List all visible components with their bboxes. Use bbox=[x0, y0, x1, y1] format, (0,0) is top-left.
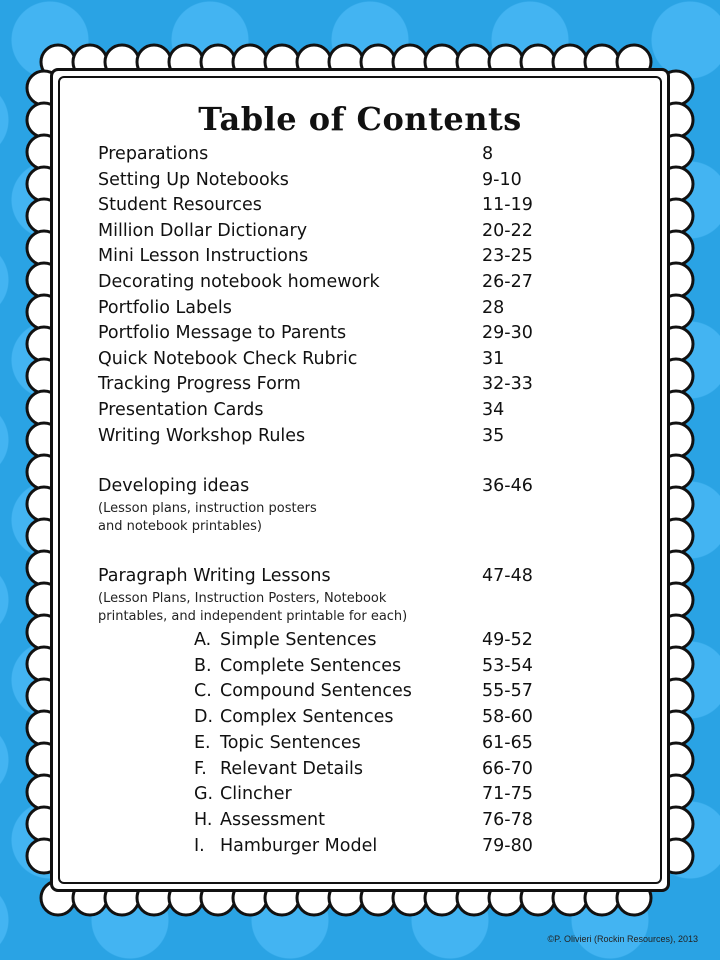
toc-entry-pages: 26-27 bbox=[482, 272, 533, 292]
toc-entry bbox=[98, 246, 568, 270]
toc-note-line: and notebook printables) bbox=[98, 519, 262, 534]
toc-entry-pages: 28 bbox=[482, 297, 505, 318]
toc-entry-label: Portfolio Message to Parents bbox=[98, 323, 347, 344]
toc-entry-pages: 9-10 bbox=[482, 169, 522, 190]
toc-subentry bbox=[98, 681, 568, 705]
toc-entry-paragraph bbox=[98, 566, 568, 590]
toc-subentry-pages: 58-60 bbox=[482, 707, 533, 728]
toc-entry-label: Writing Workshop Rules bbox=[98, 425, 306, 446]
toc-entry-pages: 11-19 bbox=[482, 195, 533, 216]
toc-entry-label: Presentation Cards bbox=[98, 400, 264, 420]
toc-subentry-label: Simple Sentences bbox=[220, 630, 377, 650]
toc-subentry bbox=[98, 707, 568, 731]
toc-subentry-pages: 61-65 bbox=[482, 732, 533, 753]
toc-subentry-index: F. bbox=[194, 758, 207, 779]
toc-entry-label: Quick Notebook Check Rubric bbox=[98, 348, 358, 369]
toc-subentry bbox=[98, 759, 568, 783]
toc-subentry-label: Relevant Details bbox=[220, 758, 364, 779]
toc-subentry bbox=[98, 733, 568, 757]
toc-subentry-label: Complete Sentences bbox=[220, 655, 402, 676]
toc-entry-label: Million Dollar Dictionary bbox=[98, 220, 308, 241]
toc-entry bbox=[98, 272, 568, 296]
toc-entry-label: Setting Up Notebooks bbox=[98, 169, 289, 190]
toc-entry-pages: 32-33 bbox=[482, 374, 533, 395]
toc-subentry-label: Compound Sentences bbox=[220, 681, 412, 702]
toc-entry bbox=[98, 323, 568, 347]
toc-subentry-label: Clincher bbox=[220, 784, 292, 805]
toc-subentry-index: B. bbox=[194, 655, 212, 676]
toc-entry bbox=[98, 221, 568, 245]
toc-subentry-index: I. bbox=[194, 835, 205, 856]
toc-entry-label: Portfolio Labels bbox=[98, 297, 232, 318]
page-title: Table of Contents bbox=[198, 100, 522, 138]
toc-subentry-label: Hamburger Model bbox=[220, 835, 378, 856]
toc-subentry bbox=[98, 810, 568, 834]
toc-subentry-pages: 53-54 bbox=[482, 655, 533, 676]
toc-entry-pages: 36-46 bbox=[482, 476, 533, 496]
toc-entry bbox=[98, 298, 568, 322]
toc-subentry-pages: 79-80 bbox=[482, 835, 533, 856]
toc-entry-label: Decorating notebook homework bbox=[98, 272, 380, 292]
toc-subentry-index: E. bbox=[194, 732, 211, 753]
toc-entry-pages: 23-25 bbox=[482, 246, 533, 267]
toc-entry bbox=[98, 170, 568, 194]
toc-entry bbox=[98, 374, 568, 398]
toc-subentry-index: C. bbox=[194, 681, 212, 702]
toc-subentry bbox=[98, 630, 568, 654]
toc-subentry-index: G. bbox=[194, 784, 214, 805]
toc-subentry-index: H. bbox=[194, 809, 213, 830]
toc-entry-pages: 20-22 bbox=[482, 220, 533, 241]
toc-entry-pages: 34 bbox=[482, 400, 505, 420]
toc-entry-label: Paragraph Writing Lessons bbox=[98, 566, 331, 586]
toc-entry-label: Mini Lesson Instructions bbox=[98, 246, 309, 267]
toc-subentry-index: D. bbox=[194, 707, 214, 728]
toc-entry-pages: 47-48 bbox=[482, 566, 533, 586]
toc-entry bbox=[98, 426, 568, 450]
toc-entry-pages: 31 bbox=[482, 348, 505, 369]
toc-subentry bbox=[98, 836, 568, 860]
toc-entry-developing bbox=[98, 476, 568, 500]
toc-subentry-pages: 66-70 bbox=[482, 758, 533, 779]
toc-subentry-pages: 55-57 bbox=[482, 681, 533, 702]
toc-entry bbox=[98, 400, 568, 424]
toc-subentry-pages: 76-78 bbox=[482, 809, 533, 830]
toc-subentry-label: Assessment bbox=[220, 809, 325, 830]
toc-entry-pages: 8 bbox=[482, 144, 494, 164]
toc-entry-label: Tracking Progress Form bbox=[98, 374, 301, 395]
toc-entry-label: Developing ideas bbox=[98, 476, 250, 496]
toc-note-line: (Lesson Plans, Instruction Posters, Notebook bbox=[98, 591, 387, 606]
toc-entry-pages: 29-30 bbox=[482, 323, 533, 344]
toc-entry bbox=[98, 195, 568, 219]
toc-note-line: (Lesson plans, instruction posters bbox=[98, 501, 317, 516]
toc-entry-pages: 35 bbox=[482, 425, 505, 446]
toc-subentry-pages: 71-75 bbox=[482, 784, 533, 805]
copyright-notice: ©P. Olivieri (Rockin Resources), 2013 bbox=[547, 934, 698, 944]
toc-note-line: printables, and independent printable for each) bbox=[98, 609, 408, 624]
toc-entry-label: Student Resources bbox=[98, 195, 262, 216]
toc-subentry bbox=[98, 656, 568, 680]
toc-entry bbox=[98, 144, 568, 168]
toc-entry-label: Preparations bbox=[98, 144, 209, 164]
toc-subentry bbox=[98, 784, 568, 808]
toc-subentry-label: Complex Sentences bbox=[220, 707, 394, 728]
toc-subentry-label: Topic Sentences bbox=[220, 732, 361, 753]
toc-subentry-index: A. bbox=[194, 630, 212, 650]
toc-entry bbox=[98, 349, 568, 373]
toc-subentry-pages: 49-52 bbox=[482, 630, 533, 650]
